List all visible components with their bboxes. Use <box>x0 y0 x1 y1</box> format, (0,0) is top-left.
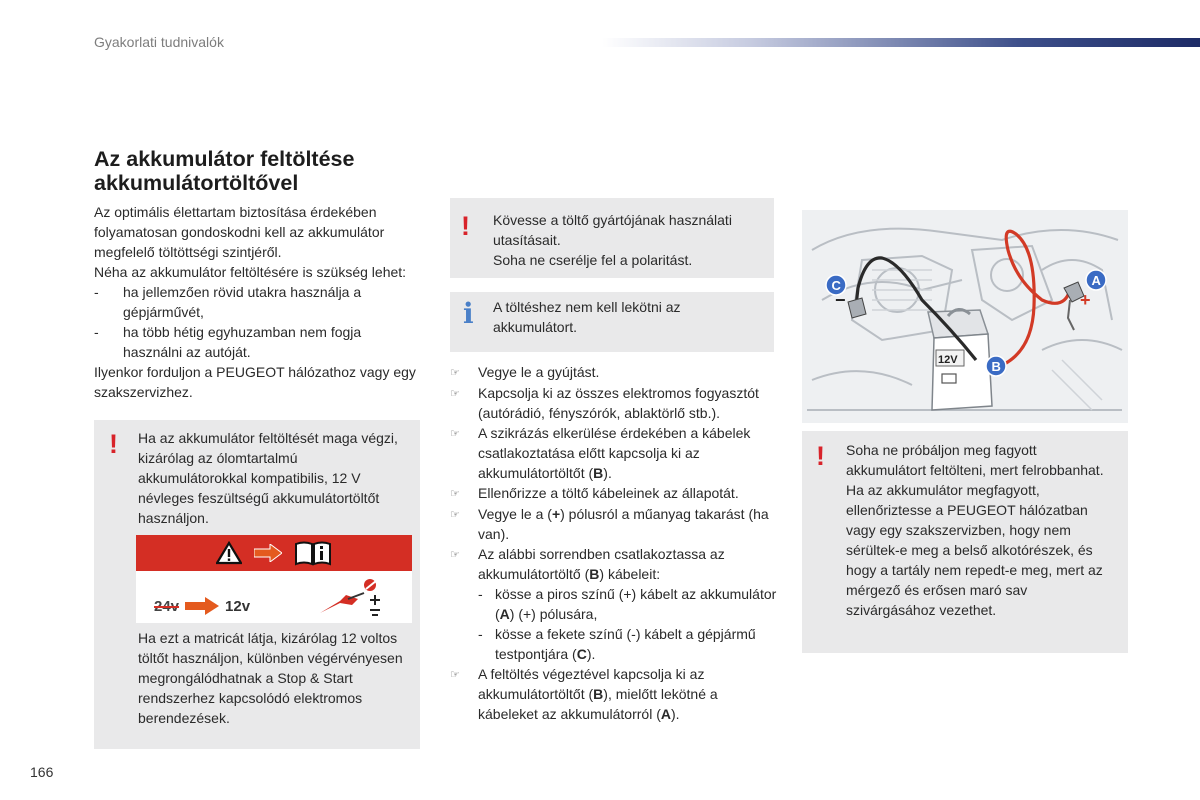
pointing-hand-icon: ☞ <box>450 669 460 681</box>
dash-marker: - <box>478 586 483 602</box>
intro-list-item-text: ha jellemzően rövid utakra használja a gépjárművét, <box>123 284 362 320</box>
warning-icon: ! <box>109 429 118 459</box>
pointing-hand-icon: ☞ <box>450 509 460 521</box>
plus-sign: + <box>1080 290 1091 310</box>
step-text-part: kösse a piros színű (+) kábelt az akkumulátor ( <box>495 586 777 622</box>
warning-middle-line-1: Kövesse a töltő gyártójának használati utasításait. <box>493 212 732 248</box>
step-text-part: A feltöltés végeztével kapcsolja ki az akkumulátortöltőt ( <box>478 666 705 702</box>
charger-voltage-label: 12V <box>938 354 958 366</box>
warning-right-paragraph-2: Ha az akkumulátor megfagyott, ellenőriztesse a PEUGEOT hálózatban vagy egy szakszervizben, hogy nem sérültek-e meg a belső alkotórészek, és hogy a tartály nem repedt-e meg, mert az mérgező és erősen maró sav szivárgásához vezethet. <box>846 482 1103 618</box>
section-title: Az akkumulátor feltöltése akkumulátortöltővel <box>94 147 355 195</box>
step-text <box>478 544 780 584</box>
pointing-hand-icon: ☞ <box>450 388 460 400</box>
voltage-arrow-icon <box>185 597 219 615</box>
sticker-caption: Ha ezt a matricát látja, kizárólag 12 voltos töltőt használjon, különben végérvényesen megrongálódhatnak a Stop & Start rendszerhez kapcsolódó elektromos berendezések. <box>138 630 403 726</box>
label-a: A <box>1091 273 1101 288</box>
step-ref-label: C <box>576 646 587 662</box>
pointing-hand-icon: ☞ <box>450 428 460 440</box>
warning-right-text <box>846 440 1118 620</box>
step-text-part: ) (+) pólusára, <box>509 606 598 622</box>
sticker-voltage-row <box>154 597 250 615</box>
info-text: A töltéshez nem kell lekötni az akkumulátort. <box>493 299 681 335</box>
warning-right-paragraph-1: Soha ne próbáljon meg fagyott akkumulátort feltölteni, mert felrobbanhat. <box>846 442 1104 478</box>
dash-marker: - <box>94 284 99 300</box>
warning-icon: ! <box>816 441 825 471</box>
label-c: C <box>831 278 841 293</box>
step-text-part: kösse a fekete színű (-) kábelt a gépjármű testpontjára ( <box>495 626 756 662</box>
sticker-voltage-from: 24v <box>154 597 180 615</box>
step-text <box>478 664 780 724</box>
warning-icon: ! <box>461 211 470 241</box>
info-icon: i <box>463 297 474 330</box>
intro-paragraph-1: Az optimális élettartam biztosítása érdekében folyamatosan gondoskodni kell az akkumulátor megfelelő töltöttségi szintjéről. <box>94 204 385 260</box>
step-item <box>450 362 780 383</box>
step-text <box>478 504 780 544</box>
warning-left-text: Ha az akkumulátor feltöltését maga végzi, kizárólag az ólomtartalmú akkumulátorokkal kompatibilis, 12 V névleges feszültségű akkumulátortöltőt használjon. <box>138 430 398 526</box>
step-text-part: ). <box>586 646 596 662</box>
step-text-part: ), mielőtt lekötné a kábeleket az akkumulátorról ( <box>478 686 718 722</box>
label-b: B <box>991 359 1001 374</box>
arrow-right-icon <box>254 544 282 562</box>
engine-bay-illustration <box>802 210 1128 423</box>
voltage-sticker <box>136 535 412 623</box>
sub-step-text <box>495 624 780 664</box>
step-text-part: Az alábbi sorrendben csatlakoztassa az akkumulátortöltő ( <box>478 546 725 582</box>
label-a-marker <box>1086 270 1106 290</box>
step-text-part: ). <box>603 465 612 481</box>
step-text-part: A szikrázás elkerülése érdekében a kábelek csatlakoztatása előtt kapcsolja ki az akkumulátortöltőt ( <box>478 425 751 481</box>
step-item <box>450 483 780 504</box>
intro-list-item-text: ha több hétig egyhuzamban nem fogja használni az autóját. <box>123 324 362 360</box>
dash-marker: - <box>478 626 483 642</box>
running-header: Gyakorlati tudnivalók <box>94 34 224 50</box>
step-ref-label: B <box>593 465 604 481</box>
step-item <box>450 664 780 724</box>
sticker-voltage-to: 12v <box>225 597 251 615</box>
sticker-warning-strip <box>136 535 412 571</box>
page-number: 166 <box>30 764 54 780</box>
step-ref-label: + <box>551 506 561 522</box>
step-item <box>450 504 780 544</box>
sub-step-item <box>450 624 780 664</box>
step-item <box>450 383 780 423</box>
step-text: Kapcsolja ki az összes elektromos fogyasztót (autórádió, fényszórók, ablaktörlő stb.). <box>478 385 759 421</box>
hazard-triangle-icon <box>216 541 242 565</box>
intro-paragraph-2: Néha az akkumulátor feltöltésére is szükség lehet: <box>94 264 407 280</box>
pointing-hand-icon: ☞ <box>450 488 460 500</box>
step-text-part: ) kábeleit: <box>599 566 661 582</box>
step-ref-label: B <box>589 566 600 582</box>
step-text-part: Vegye le a ( <box>478 506 552 522</box>
step-text-part: ) pólusról a műanyag takarást (ha van). <box>478 506 769 542</box>
sub-step-item <box>450 584 780 624</box>
manual-book-icon <box>294 540 332 566</box>
charging-steps <box>450 362 780 724</box>
intro-list-item <box>94 322 424 362</box>
sub-step-text <box>495 584 780 624</box>
dash-marker: - <box>94 324 99 340</box>
step-ref-label: A <box>499 606 510 622</box>
charger-unit <box>928 309 992 410</box>
battery-clamp-icon <box>318 577 398 621</box>
intro-paragraph-3: Ilyenkor forduljon a PEUGEOT hálózathoz vagy egy szakszervizhez. <box>94 364 416 400</box>
step-text-part: ). <box>671 706 680 722</box>
warning-middle-text <box>493 210 763 270</box>
step-text: Ellenőrizze a töltő kábeleinek az állapotát. <box>478 485 739 501</box>
step-text: Vegye le a gyújtást. <box>478 364 600 380</box>
warning-middle-line-2: Soha ne cserélje fel a polaritást. <box>493 252 693 268</box>
pointing-hand-icon: ☞ <box>450 367 460 379</box>
charger-connection-diagram <box>802 210 1128 423</box>
intro-list-item <box>94 282 424 322</box>
step-ref-label: B <box>593 686 604 702</box>
intro-text <box>94 202 424 402</box>
step-text <box>478 423 780 483</box>
step-item <box>450 423 780 483</box>
label-b-marker <box>986 356 1006 376</box>
pointing-hand-icon: ☞ <box>450 549 460 561</box>
minus-sign: − <box>835 290 846 310</box>
header-gradient-bar <box>602 38 1200 47</box>
step-item <box>450 544 780 584</box>
step-ref-label: A <box>660 706 671 722</box>
